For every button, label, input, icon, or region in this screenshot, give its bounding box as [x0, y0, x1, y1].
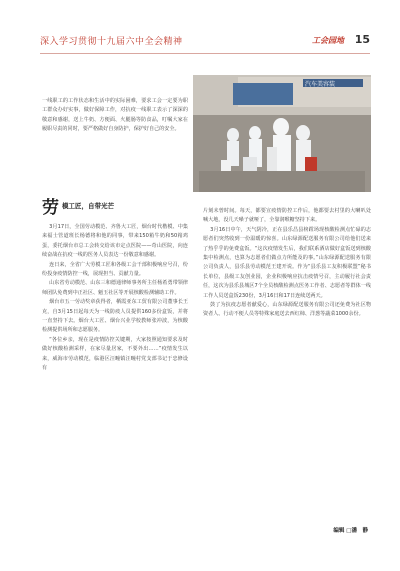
photo-illustration — [193, 75, 371, 192]
header-section-label: 工会园地 — [312, 36, 344, 45]
header-divider — [40, 53, 370, 54]
right-column — [203, 207, 371, 320]
editor-credit: 编辑 □潘 静 — [333, 528, 368, 534]
right-paragraph: 鼓了为抗疫志愿者献爱心，山东绿源配送服务有限公司还免费为社区物资者人、行动不便人员等特殊家庭送去西红柿、洋葱等蔬菜1000余份。 — [203, 302, 371, 318]
left-column — [42, 223, 188, 374]
photo-banner-text: 汽车美容装 — [305, 81, 336, 88]
section-heading-big-char: 劳 — [42, 198, 59, 218]
intro-paragraph: 一线职工的工作状态和生活中的实际困难，要求工会一定要为职工群众办好实事，做好保障工作，对抗疫一线职工表示了深深的敬意和感谢，送上牛奶、方便面、火腿肠等防食品，叮嘱大家在履职尽责的同时，要严格做好自身防护，保护好自己的安全。 — [42, 98, 188, 133]
right-paragraph: 3月16日中午，天气阴冷，正在县乐昌县榜蹚场现核酸检测点忙碌的志愿者们突然收到一份温暖的惊喜。山东绿源配送服务有限公司给他们送来了热乎乎的免费盒饭。“这次疫情发生后，我们联系酒店做好盒饭送到核酸集中检测点，也算为志愿者们做点力所能及的事。”山东绿源配送服务有限公司负责人，县乐县劳动模范王建开说。作为“县乐县工友积极联盟”秘书长单位，县级工友创业园，企业积极响应抗击疫情号召，主动履行社会责任，这次为县乐县城区7个全员核酸检测点医务工作者、志愿者等群体一线工作人员送盒饭230份，3月16日和17日连续送两天。 — [203, 226, 371, 299]
right-paragraph: 片刻未曾时间。每天，都要宣疫情防控工作后，他都要去村里的大喇叭处喊大地，没几天嗓子就哑了，全靠润喉糖坚持下来。 — [203, 208, 371, 224]
page-number: 15 — [354, 33, 370, 46]
section-heading — [42, 193, 188, 217]
intro-column — [42, 97, 188, 135]
left-paragraph: “各位乡亲，现在是疫情防控关键期，大家按照通知要求及时做好核酸检测采样，在家尽量居家，不要外出……”疫情发生以来，威海市劳动模范，临港区汪疃镇汪疃村党支部书记于忠修设有 — [42, 336, 188, 372]
left-paragraph: 连日来，全省广大劳模工匠和各级工会干部积极响应号召，纷纷投身疫情防控一线，展现担当、贡献力量。 — [42, 261, 188, 278]
header-title: 深入学习贯彻十九届六中全会精神 — [40, 37, 183, 47]
left-paragraph: 3月17日，全国劳动模范、齐鲁大工匠，烟台时代楷模、中集来福士管道班长杨德将和他的同事，带来150箱牛奶和50箱鸡蛋，委托烟台市总工会转交给该市定点医院——奇山医院，向连续奋战在抗疫一线的医务人员表达一份敬意和感谢。 — [42, 224, 188, 259]
article-photo — [193, 75, 371, 192]
section-heading-subtitle: 模工匠，自带光芒 — [62, 202, 114, 210]
page-header — [40, 34, 370, 50]
left-paragraph: 山东省劳动模范、山东三和德通律师事务所主任杨希勇带领律师团队免费到中正社区、魁玉社区等开展核酸检测辅助工作。 — [42, 280, 188, 296]
left-paragraph: 烟台市五一劳动奖章获得者，栖霞亚东工贸有限公司董事长王克，自3月15日起每天为一线防疫人员提供160多份盒饭，并将一直坚持下去。烟台大工匠、烟台兴业学校教师张冲波，为核酸检测提供场所和志愿服务。 — [42, 299, 188, 334]
